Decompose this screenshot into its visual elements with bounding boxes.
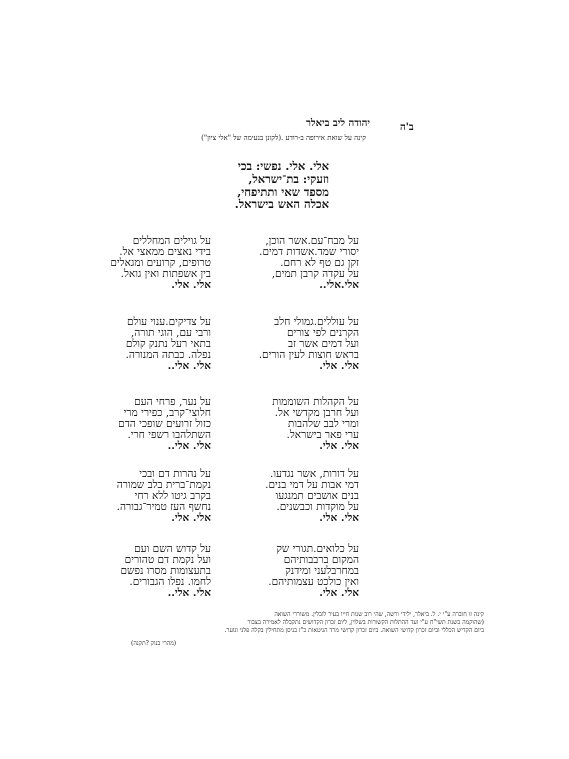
stanza-line: דמי אבות על דמי בנים. <box>265 479 359 491</box>
stanza-line: על דורות, אשר נגדעו. <box>270 468 359 480</box>
stanza-line: על גוילים המחללים <box>132 235 211 247</box>
stanza-left-2 <box>126 317 211 372</box>
footnote-line: קינה זו חוברה ע"י י. ל. ביאלר, ילידי ורשה, שהי רוב שנות חייו בעיר לובלין. משוררי השואה <box>274 611 484 618</box>
stanza-refrain: אלי. אלי. <box>171 512 211 524</box>
stanza-line: יסורי שמד.אשדות דמים. <box>259 246 359 258</box>
stanza-line: על נער, פרחי העם <box>134 396 211 408</box>
stanza-line: על עקדה קרבן תמים, <box>271 268 359 280</box>
stanza-refrain: אלי. אלי.. <box>167 360 211 372</box>
stanza-line: ועל נקמת דם טהורים <box>124 554 211 566</box>
stanza-line: בראש חוצות לעין הורים. <box>258 349 359 361</box>
stanza-refrain: אלי. אלי. <box>319 440 359 452</box>
author-name: יהודה ליב ביאלר <box>306 118 371 129</box>
page-number: ב'ה <box>400 122 414 133</box>
stanza-line: על עוללים.גמולי חלב <box>274 316 359 328</box>
stanza-line: על מוקדות וכבשנים. <box>276 501 359 513</box>
intro-line: אכלה האש בישראל. <box>234 197 329 212</box>
footnote <box>127 611 484 635</box>
stanza-line: בתעצומות מסרו נפשם <box>120 565 211 577</box>
stanza-line: ועל דמים אשר זב <box>287 338 359 350</box>
stanza-refrain: אלי. אלי. <box>319 360 359 372</box>
stanza-line: בקרב גיטו ללא רחי <box>134 490 211 502</box>
stanza-refrain: אלי.אלי.. <box>319 279 359 291</box>
stanza-line: על מבח־עם.אשר הוכן, <box>265 235 359 247</box>
stanza-right-4 <box>265 469 359 524</box>
footnote-line: (שהוקמה בשנת תשי"ח ע"י ועד ההתלות הקשורות בשלוין, ליום זכרון הקדושים נתקבלה לאמירה בצבור <box>247 619 484 626</box>
stanza-line: על נהרות דם ובכי <box>139 468 211 480</box>
stanza-right-5 <box>268 544 359 599</box>
stanza-line: השתלהבו רשפי חרי. <box>127 429 211 441</box>
stanza-line: נפלה. כבתה המנורה. <box>125 349 211 361</box>
stanza-line: על קדוש השם ועם <box>134 543 211 555</box>
stanza-line: לחמו. נפלו הגבורים. <box>129 576 211 588</box>
intro-stanza <box>235 160 329 211</box>
stanza-line: חלוצי־קרב, כפירי מרי <box>123 407 211 419</box>
intro-line: מספד שאי ותתיפחי, <box>237 184 329 199</box>
stanza-line: על הקהלות השוממות <box>272 396 359 408</box>
stanza-line: במחרבלעני ומידנק <box>285 565 359 577</box>
stanza-line: זקן גם טף לא רחם. <box>280 257 359 269</box>
stanza-refrain: אלי. אלי.. <box>167 587 211 599</box>
intro-line: וזעקי: בת־ישראל, <box>248 171 329 186</box>
footnote-author-note: (מהרי בנוק ?תקנה) <box>131 640 177 647</box>
stanza-right-2 <box>259 317 359 372</box>
stanza-line: בידי נאצים ממאצי אל. <box>119 246 211 258</box>
intro-line: אלי. אלי. נפשי: בכי <box>237 159 329 173</box>
footnote-line: ביום הקדיש הכללי וביום זכרון קדושי השואה. ביום זכרון קדושי מרד הגיטאות כ"ז בניסן מתחילין בקלה פלני וגוער. <box>224 627 484 634</box>
stanza-line: ורבי עם, הוגי תורה, <box>130 327 211 339</box>
stanza-line: המקום ברבבותיהם <box>283 554 359 566</box>
stanza-line: טרופים, קרועים ומגאלים <box>110 257 211 269</box>
stanza-line: ועל חרבן מקדשי אל. <box>274 407 359 419</box>
stanza-line: בנים אושבים תמנגעו <box>275 490 359 502</box>
stanza-refrain: אלי. אלי.. <box>167 440 211 452</box>
stanza-refrain: אלי. אלי. <box>319 512 359 524</box>
stanza-line: נחשף העז טמיר־גבורה. <box>116 501 211 513</box>
stanza-refrain: אלי. אלי. <box>319 587 359 599</box>
stanza-line: הקרנים לפי צורים <box>286 327 359 339</box>
stanza-line: ואין כולכט עצמותיהם. <box>268 576 359 588</box>
stanza-left-3 <box>118 397 211 452</box>
stanza-line: על צדיקים.ענוי עולם <box>127 316 211 328</box>
stanza-line: בתאי רעל נתנק קולם <box>125 338 211 350</box>
stanza-line: ומרי לבב שלהבות <box>287 418 359 430</box>
stanza-left-1 <box>110 236 211 291</box>
stanza-line: נקמת־ברית בלב שמורה <box>116 479 211 491</box>
stanza-line: כזול זרועים שופכי הדם <box>118 418 211 430</box>
stanza-line: על כלואים.תגורי שק <box>276 543 359 555</box>
stanza-line: ערי פאר בישראל. <box>286 429 359 441</box>
stanza-right-3 <box>272 397 359 452</box>
stanza-left-4 <box>117 469 211 524</box>
stanza-right-1 <box>259 236 359 291</box>
stanza-refrain: אלי. אלי. <box>171 279 211 291</box>
stanza-left-5 <box>120 544 211 599</box>
stanza-line: בין אשפתות ואין גואל. <box>120 268 211 280</box>
poem-subtitle: קינה על שואת אירופה ב-רודע .(לקונן בנעימה של "אלי ציון") <box>201 134 366 142</box>
